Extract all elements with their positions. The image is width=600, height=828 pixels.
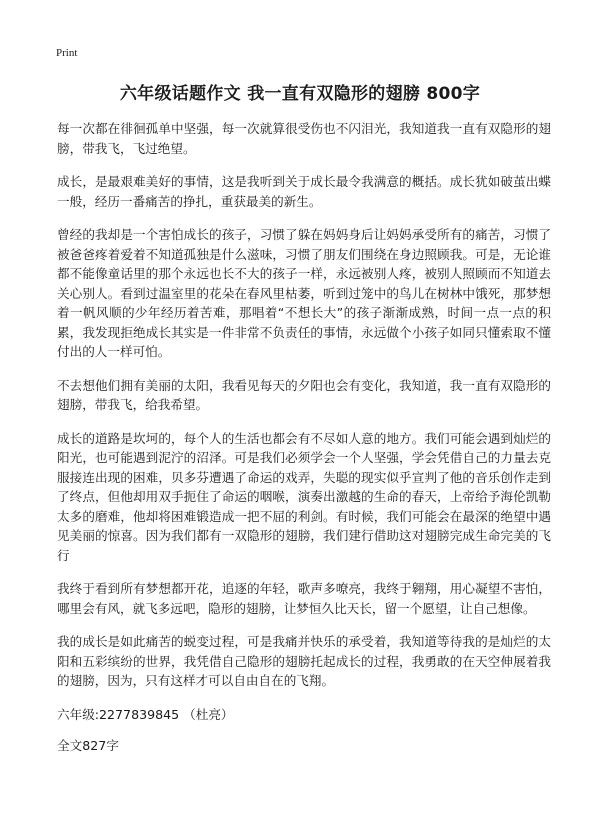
print-link[interactable]: Print bbox=[56, 47, 78, 59]
paragraph: 我终于看到所有梦想都开花，追逐的年轻，歌声多嘹亮，我终于翱翔，用心凝望不害怕，哪里会有风，就飞多远吧，隐形的翅膀，让梦恒久比天长，留一个愿望，让自己想像。 bbox=[57, 581, 551, 616]
page-title: 六年级话题作文 我一直有双隐形的翅膀 800字 bbox=[119, 84, 481, 104]
paragraph: 成长的道路是坎坷的，每个人的生活也都会有不尽如人意的地方。我们可能会遇到灿烂的阳光，也可能遇到泥泞的沼泽。可是我们必须学会一个人坚强，学会凭借自己的力量去克服接连出现的困难，贝多芬遭遇了命运的戏弄，失聪的现实似乎宣判了他的音乐创作走到了终点，但他却用双手扼住了命运的咽喉，演奏出激越的生命的春天，上帝给予海伦凯勒太多的磨难，他却将困难锻造成一把不屈的利剑。有时候，我们可能会在最深的绝望中遇见美丽的惊喜。因为我们都有一双隐形的翅膀，我们建行借助这对翅膀完成生命完美的飞行 bbox=[57, 430, 551, 563]
word-count: 全文827字 bbox=[57, 737, 119, 753]
author-line: 六年级:2277839845 （杜亮） bbox=[57, 706, 234, 722]
paragraph: 曾经的我却是一个害怕成长的孩子，习惯了躲在妈妈身后让妈妈承受所有的痛苦，习惯了被爸爸疼着爱着不知道孤独是什么滋味，习惯了朋友们围绕在身边照顾我。可是，无论谁都不能像童话里的那个永远也长不大的孩子一样，永远被别人疼，被别人照顾而不知道去关心别人。看到过温室里的花朵在春风里枯萎，听到过笼中的鸟儿在树林中饿死，那梦想着一帆风顺的少年经历着苦难，那唱着“不想长大”的孩子渐渐成熟，时间一点一点的积累，我发现拒绝成长其实是一件非常不负责任的事情，永远做个小孩子如同只懂索取不懂付出的人一样可怕。 bbox=[57, 227, 551, 359]
paragraph: 成长，是最艰难美好的事情，这是我听到关于成长最令我满意的概括。成长犹如破茧出蝶一般，经历一番痛苦的挣扎，重获最美的新生。 bbox=[57, 174, 551, 209]
paragraph: 不去想他们拥有美丽的太阳，我看见每天的夕阳也会有变化，我知道，我一直有双隐形的翅膀，带我飞，给我希望。 bbox=[57, 377, 551, 412]
paragraph: 我的成长是如此痛苦的蜕变过程，可是我痛并快乐的承受着，我知道等待我的是灿烂的太阳和五彩缤纷的世界，我凭借自己隐形的翅膀托起成长的过程，我勇敢的在天空伸展着我的翅膀，因为，只有这样才可以自由自在的飞翔。 bbox=[57, 634, 551, 688]
article-body bbox=[57, 119, 551, 755]
paragraph: 每一次都在徘徊孤单中坚强，每一次就算很受伤也不闪泪光，我知道我一直有双隐形的翅膀，带我飞，飞过绝望。 bbox=[57, 121, 551, 156]
